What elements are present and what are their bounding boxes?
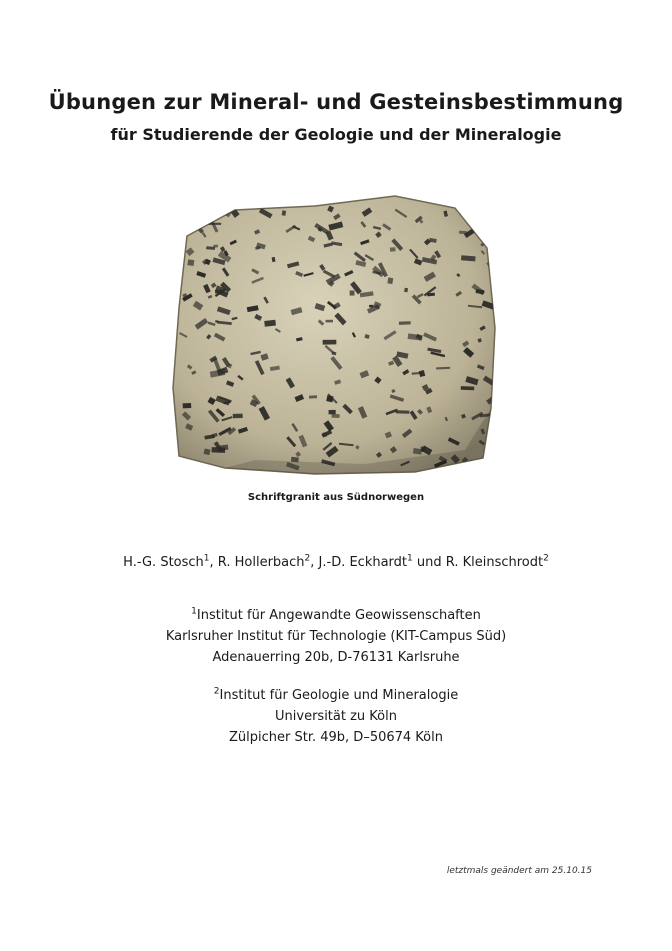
quartz-mark [192, 212, 207, 216]
quartz-mark [387, 277, 393, 284]
quartz-mark [183, 403, 192, 408]
quartz-mark [209, 207, 216, 214]
author-line [0, 555, 672, 570]
quartz-mark [329, 410, 336, 414]
document-subtitle: für Studierende der Geologie und der Mineralogie [110, 125, 562, 144]
quartz-mark [181, 460, 192, 465]
quartz-mark [322, 432, 327, 436]
quartz-mark [213, 244, 218, 247]
quartz-mark [215, 320, 218, 323]
quartz-mark [350, 290, 355, 295]
author: R. Hollerbach$^2$, [217, 553, 319, 570]
quartz-mark [369, 305, 373, 308]
quartz-mark [201, 209, 211, 220]
institution-1: $^1$Institut für Angewandte Geowissenschaften Karlsruher Institut für Technologie (KIT-Campus Süd) Adenauerring 20b, D-76131 Karlsruhe [165, 606, 507, 665]
last-modified-note: letztmals geändert am 25.10.15 [446, 866, 592, 876]
quartz-mark [309, 395, 317, 398]
quartz-mark [404, 288, 408, 292]
quartz-mark [332, 414, 340, 418]
image-caption: Schriftgranit aus Südnorwegen [247, 492, 425, 503]
granite-photo [165, 188, 505, 478]
author: H.-G. Stosch$^1$, [123, 553, 218, 570]
quartz-mark [484, 451, 494, 461]
author: J.-D. Eckhardt$^1$ und [318, 553, 446, 570]
quartz-mark [325, 320, 333, 323]
quartz-mark [481, 225, 494, 229]
quartz-mark [399, 321, 411, 325]
quartz-mark [204, 448, 211, 455]
quartz-mark [461, 386, 475, 390]
quartz-mark [323, 340, 337, 345]
quartz-mark [233, 414, 243, 419]
quartz-mark [488, 206, 501, 215]
quartz-mark [421, 447, 425, 452]
quartz-mark [390, 247, 396, 252]
quartz-mark [472, 203, 479, 210]
author: R. Kleinschrodt$^2$ [445, 553, 549, 570]
document-title: Übungen zur Mineral- und Gesteinsbestimmung [48, 90, 624, 114]
quartz-mark [187, 259, 194, 266]
institution-2: $^2$Institut für Geologie und Mineralogie Universität zu Köln Zülpicher Str. 49b, D–50674 Köln [213, 686, 459, 745]
